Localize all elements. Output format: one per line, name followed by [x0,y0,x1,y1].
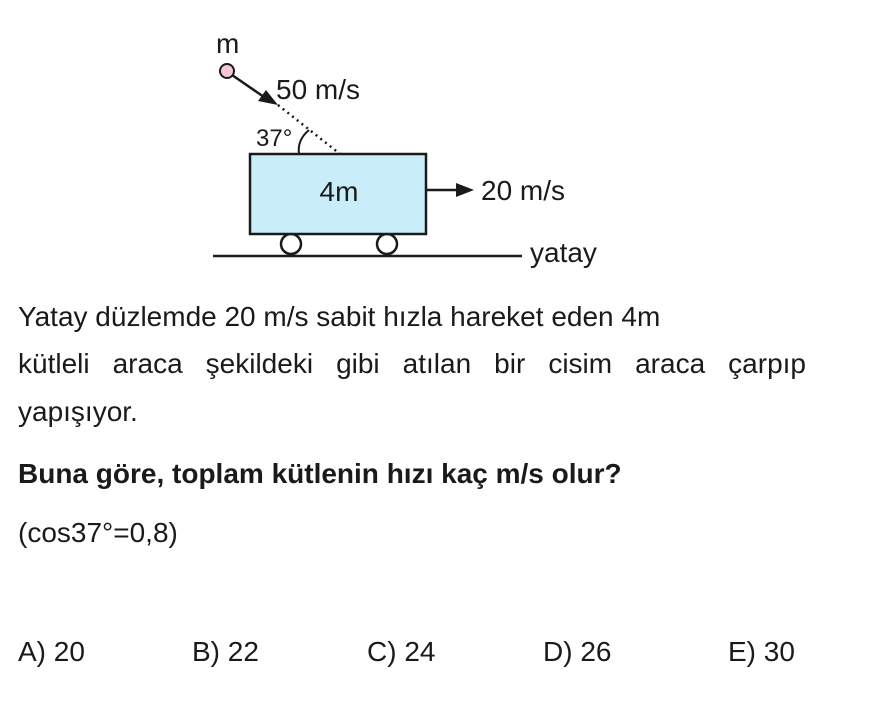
option-e-letter: E) [728,636,756,667]
option-a[interactable] [18,628,85,675]
option-a-letter: A) [18,636,46,667]
option-b[interactable] [192,628,259,675]
hint-text: (cos37°=0,8) [18,517,178,548]
mass-label: m [216,28,240,59]
angle-label: 37° [256,125,293,152]
problem-line-2: kütleli araca şekildeki gibi atılan bir cisim araca çarpıp [18,348,806,379]
option-e-value: 30 [763,636,795,667]
option-b-letter: B) [192,636,220,667]
ground-label: yatay [530,237,597,268]
option-e[interactable] [728,628,795,675]
physics-diagram [0,0,878,290]
problem-line-3: yapışıyor. [18,396,138,427]
problem-line-1: Yatay düzlemde 20 m/s sabit hızla hareket eden 4m [18,301,661,332]
option-c[interactable] [367,628,435,675]
option-d-letter: D) [543,636,573,667]
ball-velocity-arrow [232,75,264,97]
cart-velocity-label: 20 m/s [481,175,566,206]
cart-wheel-left [281,234,301,254]
option-c-letter: C) [367,636,397,667]
ball-velocity-label: 50 m/s [276,74,361,105]
angle-arc [299,130,309,154]
option-c-value: 24 [404,636,436,667]
cart-wheel-right [377,234,397,254]
option-d-value: 26 [580,636,612,667]
option-d[interactable] [543,628,611,675]
option-a-value: 20 [53,636,85,667]
cart-velocity-arrowhead [456,183,474,197]
cart-label: 4m [319,176,359,207]
ball-velocity-arrowhead [258,90,278,105]
option-b-value: 22 [227,636,259,667]
question-text: Buna göre, toplam kütlenin hızı kaç m/s olur? [18,458,622,489]
